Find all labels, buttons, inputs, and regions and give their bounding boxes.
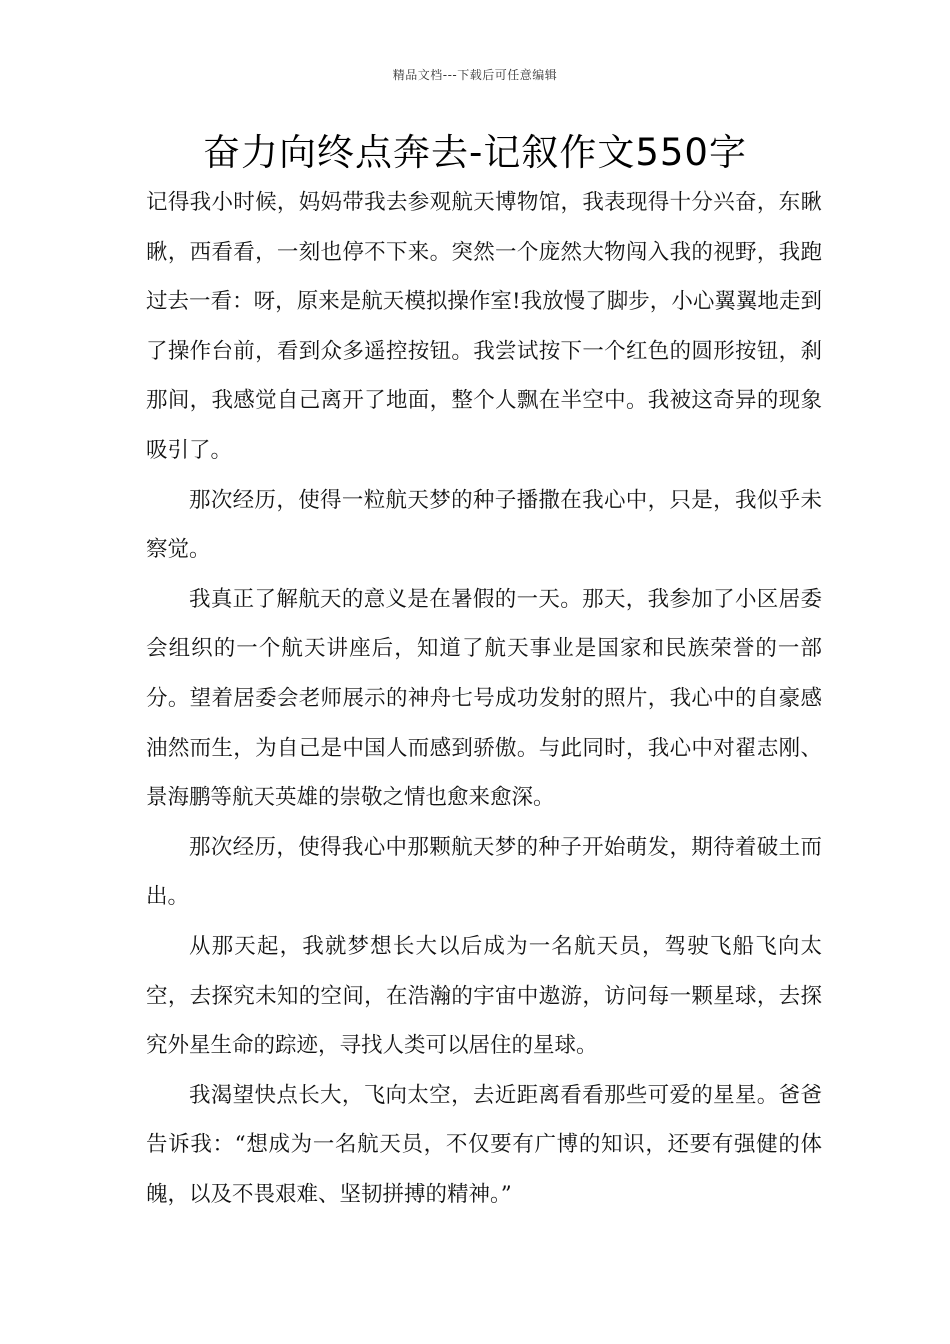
document-body: [146, 178, 822, 1219]
page-header: 精品文档---下载后可任意编辑: [392, 68, 558, 82]
paragraph-2: 那次经历，使得一粒航天梦的种子播撒在我心中，只是，我似乎未察觉。: [146, 487, 822, 563]
paragraph-5: 从那天起，我就梦想长大以后成为一名航天员，驾驶飞船飞向太空，去探究未知的空间，在浩瀚的宇宙中遨游，访问每一颗星球，去探究外星生命的踪迹，寻找人类可以居住的星球。: [146, 933, 822, 1059]
paragraph-6: 我渴望快点长大，飞向太空，去近距离看看那些可爱的星星。爸爸告诉我：“想成为一名航天员，不仅要有广博的知识，还要有强健的体魄，以及不畏艰难、坚韧拼搏的精神。”: [146, 1082, 822, 1207]
document-title: 奋力向终点奔去-记叙作文550字: [203, 131, 747, 174]
paragraph-4: 那次经历，使得我心中那颗航天梦的种子开始萌发，期待着破土而出。: [146, 834, 822, 910]
paragraph-1: 记得我小时候，妈妈带我去参观航天博物馆，我表现得十分兴奋，东瞅瞅，西看看，一刻也停不下来。突然一个庞然大物闯入我的视野，我跑过去一看：呀，原来是航天模拟操作室!我放慢了脚步，小心翼翼地走到了操作台前，看到众多遥控按钮。我尝试按下一个红色的圆形按钮，刹那间，我感觉自己离开了地面，整个人飘在半空中。我被这奇异的现象吸引了。: [146, 190, 822, 463]
paragraph-3: 我真正了解航天的意义是在暑假的一天。那天，我参加了小区居委会组织的一个航天讲座后，知道了航天事业是国家和民族荣誉的一部分。望着居委会老师展示的神舟七号成功发射的照片，我心中的自豪感油然而生，为自己是中国人而感到骄傲。与此同时，我心中对翟志刚、景海鹏等航天英雄的崇敬之情也愈来愈深。: [146, 586, 822, 811]
